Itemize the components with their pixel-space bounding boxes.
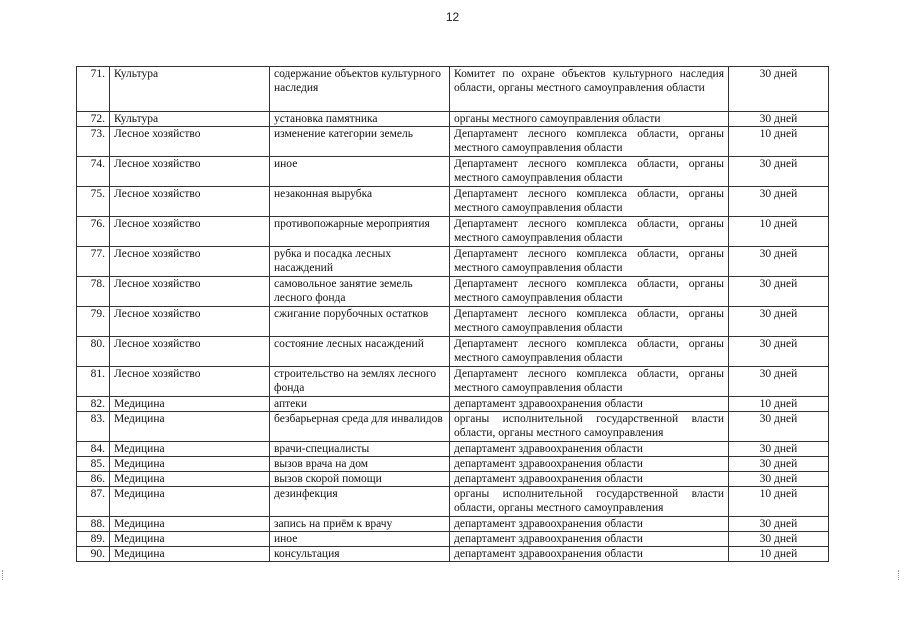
row-number-cell: 80.	[77, 337, 110, 367]
sphere-cell: Медицина	[110, 397, 270, 412]
sphere-cell: Культура	[110, 112, 270, 127]
sphere-cell: Лесное хозяйство	[110, 307, 270, 337]
term-cell: 10 дней	[729, 217, 829, 247]
term-cell: 30 дней	[729, 367, 829, 397]
agency-cell: департамент здравоохранения области	[450, 517, 729, 532]
agency-cell: Комитет по охране объектов культурного наследия области, органы местного самоуправления области	[450, 67, 729, 112]
sphere-cell: Лесное хозяйство	[110, 277, 270, 307]
term-cell: 10 дней	[729, 397, 829, 412]
row-number-cell: 71.	[77, 67, 110, 112]
sphere-cell: Медицина	[110, 442, 270, 457]
topic-cell: состояние лесных насаждений	[270, 337, 450, 367]
table-row	[77, 337, 829, 367]
agency-cell: департамент здравоохранения области	[450, 547, 729, 562]
topic-cell: врачи-специалисты	[270, 442, 450, 457]
table-row	[77, 397, 829, 412]
sphere-cell: Лесное хозяйство	[110, 367, 270, 397]
agency-cell: Департамент лесного комплекса области, органы местного самоуправления области	[450, 187, 729, 217]
sphere-cell: Медицина	[110, 532, 270, 547]
term-cell: 30 дней	[729, 277, 829, 307]
sphere-cell: Лесное хозяйство	[110, 157, 270, 187]
topic-cell: изменение категории земель	[270, 127, 450, 157]
agency-cell: органы местного самоуправления области	[450, 112, 729, 127]
row-number-cell: 75.	[77, 187, 110, 217]
sphere-cell: Медицина	[110, 472, 270, 487]
table-row	[77, 532, 829, 547]
table-row	[77, 517, 829, 532]
table-row	[77, 187, 829, 217]
topic-cell: иное	[270, 157, 450, 187]
sphere-cell: Медицина	[110, 547, 270, 562]
table-row	[77, 547, 829, 562]
term-cell: 30 дней	[729, 457, 829, 472]
topic-cell: установка памятника	[270, 112, 450, 127]
topic-cell: иное	[270, 532, 450, 547]
table-row	[77, 277, 829, 307]
table-row	[77, 367, 829, 397]
page-number: 12	[445, 10, 460, 24]
row-number-cell: 81.	[77, 367, 110, 397]
agency-cell: Департамент лесного комплекса области, органы местного самоуправления области	[450, 307, 729, 337]
topic-cell: консультация	[270, 547, 450, 562]
term-cell: 10 дней	[729, 547, 829, 562]
term-cell: 30 дней	[729, 532, 829, 547]
row-number-cell: 74.	[77, 157, 110, 187]
sphere-cell: Культура	[110, 67, 270, 112]
sphere-cell: Медицина	[110, 457, 270, 472]
table-row	[77, 247, 829, 277]
scan-edge-mark	[898, 570, 901, 580]
agency-cell: органы исполнительной государственной власти области, органы местного самоуправления	[450, 412, 729, 442]
topic-cell: вызов скорой помощи	[270, 472, 450, 487]
agency-cell: органы исполнительной государственной власти области, органы местного самоуправления	[450, 487, 729, 517]
appeals-table	[76, 66, 829, 562]
agency-cell: Департамент лесного комплекса области, органы местного самоуправления области	[450, 277, 729, 307]
topic-cell: аптеки	[270, 397, 450, 412]
row-number-cell: 82.	[77, 397, 110, 412]
row-number-cell: 76.	[77, 217, 110, 247]
topic-cell: безбарьерная среда для инвалидов	[270, 412, 450, 442]
sphere-cell: Лесное хозяйство	[110, 247, 270, 277]
sphere-cell: Медицина	[110, 517, 270, 532]
agency-cell: Департамент лесного комплекса области, органы местного самоуправления области	[450, 127, 729, 157]
sphere-cell: Лесное хозяйство	[110, 187, 270, 217]
term-cell: 30 дней	[729, 307, 829, 337]
agency-cell: Департамент лесного комплекса области, органы местного самоуправления области	[450, 157, 729, 187]
topic-cell: противопожарные мероприятия	[270, 217, 450, 247]
term-cell: 30 дней	[729, 442, 829, 457]
term-cell: 30 дней	[729, 67, 829, 112]
sphere-cell: Лесное хозяйство	[110, 337, 270, 367]
sphere-cell: Медицина	[110, 412, 270, 442]
scan-edge-mark	[2, 570, 5, 580]
row-number-cell: 77.	[77, 247, 110, 277]
row-number-cell: 85.	[77, 457, 110, 472]
row-number-cell: 87.	[77, 487, 110, 517]
sphere-cell: Лесное хозяйство	[110, 127, 270, 157]
agency-cell: департамент здравоохранения области	[450, 532, 729, 547]
table-row	[77, 457, 829, 472]
term-cell: 30 дней	[729, 112, 829, 127]
row-number-cell: 84.	[77, 442, 110, 457]
topic-cell: строительство на землях лесного фонда	[270, 367, 450, 397]
table-row	[77, 412, 829, 442]
table-row	[77, 472, 829, 487]
topic-cell: запись на приём к врачу	[270, 517, 450, 532]
agency-cell: Департамент лесного комплекса области, органы местного самоуправления области	[450, 217, 729, 247]
row-number-cell: 86.	[77, 472, 110, 487]
row-number-cell: 83.	[77, 412, 110, 442]
agency-cell: департамент здравоохранения области	[450, 442, 729, 457]
term-cell: 30 дней	[729, 157, 829, 187]
row-number-cell: 88.	[77, 517, 110, 532]
topic-cell: незаконная вырубка	[270, 187, 450, 217]
table-row	[77, 217, 829, 247]
agency-cell: департамент здравоохранения области	[450, 397, 729, 412]
row-number-cell: 90.	[77, 547, 110, 562]
row-number-cell: 72.	[77, 112, 110, 127]
term-cell: 10 дней	[729, 487, 829, 517]
table-row	[77, 307, 829, 337]
row-number-cell: 79.	[77, 307, 110, 337]
table-row	[77, 487, 829, 517]
row-number-cell: 89.	[77, 532, 110, 547]
agency-cell: департамент здравоохранения области	[450, 472, 729, 487]
term-cell: 10 дней	[729, 127, 829, 157]
topic-cell: рубка и посадка лесных насаждений	[270, 247, 450, 277]
sphere-cell: Медицина	[110, 487, 270, 517]
sphere-cell: Лесное хозяйство	[110, 217, 270, 247]
term-cell: 30 дней	[729, 517, 829, 532]
table-row	[77, 442, 829, 457]
agency-cell: Департамент лесного комплекса области, органы местного самоуправления области	[450, 247, 729, 277]
table-row	[77, 112, 829, 127]
topic-cell: дезинфекция	[270, 487, 450, 517]
agency-cell: департамент здравоохранения области	[450, 457, 729, 472]
topic-cell: сжигание порубочных остатков	[270, 307, 450, 337]
term-cell: 30 дней	[729, 337, 829, 367]
row-number-cell: 73.	[77, 127, 110, 157]
row-number-cell: 78.	[77, 277, 110, 307]
term-cell: 30 дней	[729, 187, 829, 217]
agency-cell: Департамент лесного комплекса области, органы местного самоуправления области	[450, 337, 729, 367]
topic-cell: содержание объектов культурного наследия	[270, 67, 450, 112]
table-row	[77, 67, 829, 112]
agency-cell: Департамент лесного комплекса области, органы местного самоуправления области	[450, 367, 729, 397]
term-cell: 30 дней	[729, 412, 829, 442]
table-row	[77, 157, 829, 187]
term-cell: 30 дней	[729, 247, 829, 277]
term-cell: 30 дней	[729, 472, 829, 487]
topic-cell: вызов врача на дом	[270, 457, 450, 472]
table-row	[77, 127, 829, 157]
topic-cell: самовольное занятие земель лесного фонда	[270, 277, 450, 307]
